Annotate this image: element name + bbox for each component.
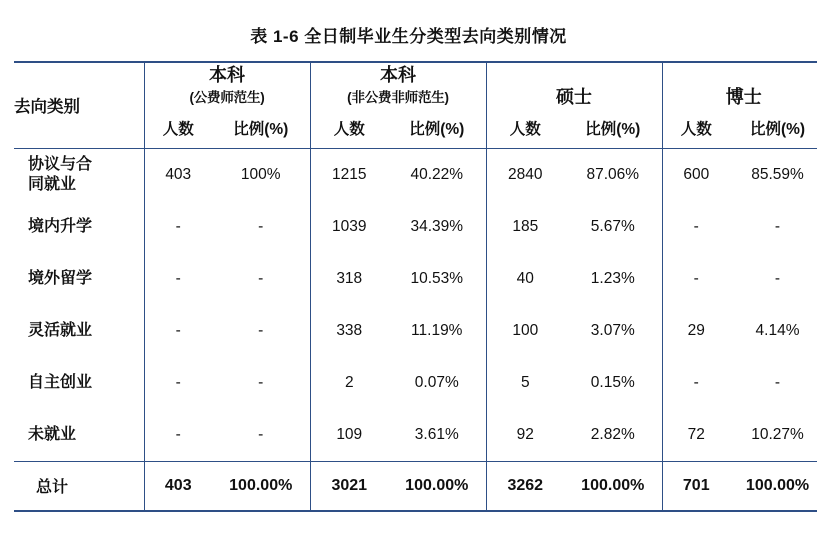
table-header xyxy=(14,62,817,148)
table-row xyxy=(14,357,817,409)
header-group-subtitle: (公费师范生) xyxy=(189,89,265,105)
cell-count: 92 xyxy=(486,409,564,462)
row-label: 境外留学 xyxy=(28,269,93,287)
total-ratio: 100.00% xyxy=(388,461,486,511)
cell-count: - xyxy=(662,201,730,253)
cell-count: - xyxy=(144,409,212,462)
subheader-ratio-1: 比例(%) xyxy=(233,120,289,138)
cell-ratio: 87.06% xyxy=(564,148,662,201)
cell-ratio: 34.39% xyxy=(410,217,464,235)
row-label: 未就业 xyxy=(28,425,77,443)
cell-count: 403 xyxy=(144,148,212,201)
header-group-title: 本科 xyxy=(209,65,245,86)
cell-ratio: 10.27% xyxy=(751,425,804,443)
cell-count: 72 xyxy=(662,409,730,462)
stub-header-label: 去向类别 xyxy=(14,62,144,148)
cell-count: - xyxy=(662,253,730,305)
subheader-ratio-3: 比例(%) xyxy=(585,120,641,138)
row-label: 境内升学 xyxy=(28,217,93,235)
cell-ratio: - xyxy=(258,425,264,443)
cell-count: 318 xyxy=(310,253,388,305)
cell-count: 338 xyxy=(310,305,388,357)
table-bottom-rule xyxy=(14,511,817,512)
subheader-count-1: 人数 xyxy=(144,108,212,149)
table-total-row xyxy=(14,461,817,511)
cell-count: - xyxy=(144,305,212,357)
row-label: 灵活就业 xyxy=(28,321,93,339)
cell-count: 40 xyxy=(486,253,564,305)
subheader-count-4: 人数 xyxy=(662,108,730,149)
cell-ratio: - xyxy=(258,269,264,287)
row-label: 自主创业 xyxy=(28,373,93,391)
cell-ratio: 5.67% xyxy=(590,217,635,235)
header-group-doctor xyxy=(662,62,817,108)
cell-ratio: 1.23% xyxy=(590,269,635,287)
cell-count: - xyxy=(144,201,212,253)
cell-count: 185 xyxy=(486,201,564,253)
total-ratio: 100.00% xyxy=(730,461,817,511)
header-group-subtitle: (非公费非师范生) xyxy=(347,89,449,105)
table-row xyxy=(14,253,817,305)
cell-ratio: 0.07% xyxy=(414,373,459,391)
subheader-count-3: 人数 xyxy=(486,108,564,149)
subheader-ratio-2: 比例(%) xyxy=(409,120,465,138)
graduate-destination-table xyxy=(14,61,817,512)
cell-ratio: - xyxy=(774,373,781,391)
cell-ratio: 40.22% xyxy=(388,148,486,201)
cell-ratio: - xyxy=(258,373,264,391)
total-row-label: 总计 xyxy=(14,461,144,511)
table-row xyxy=(14,305,817,357)
cell-ratio: - xyxy=(774,217,781,235)
cell-count: 100 xyxy=(486,305,564,357)
cell-count: - xyxy=(144,357,212,409)
cell-ratio: 10.53% xyxy=(410,269,464,287)
cell-count: 2 xyxy=(310,357,388,409)
cell-ratio: 2.82% xyxy=(590,425,635,443)
total-ratio: 100.00% xyxy=(212,461,310,511)
cell-count: - xyxy=(662,357,730,409)
header-group-row xyxy=(14,62,817,108)
header-group-title: 本科 xyxy=(380,65,416,86)
cell-ratio: 3.61% xyxy=(414,425,459,443)
cell-count: 1039 xyxy=(310,201,388,253)
cell-ratio: 100% xyxy=(212,148,310,201)
total-count: 403 xyxy=(144,461,212,511)
table-caption: 表 1-6 全日制毕业生分类型去向类别情况 xyxy=(250,27,567,46)
row-label-line-1: 协议与合 xyxy=(28,155,93,173)
cell-ratio: 0.15% xyxy=(590,373,635,391)
table-row xyxy=(14,148,817,201)
table-body xyxy=(14,148,817,512)
cell-count: - xyxy=(144,253,212,305)
cell-ratio: - xyxy=(258,217,264,235)
subheader-count-2: 人数 xyxy=(310,108,388,149)
cell-count: 600 xyxy=(662,148,730,201)
cell-ratio: - xyxy=(258,321,264,339)
cell-count: 109 xyxy=(310,409,388,462)
cell-count: 1215 xyxy=(310,148,388,201)
cell-ratio: 4.14% xyxy=(755,321,800,339)
header-group-master xyxy=(486,62,662,108)
cell-ratio: - xyxy=(774,269,781,287)
row-label-line-2: 同就业 xyxy=(28,175,77,193)
subheader-ratio-4: 比例(%) xyxy=(749,120,806,138)
header-group-undergrad-tuition-free xyxy=(144,62,310,108)
total-count: 701 xyxy=(662,461,730,511)
cell-ratio: 3.07% xyxy=(590,321,635,339)
cell-count: 29 xyxy=(662,305,730,357)
header-group-title: 硕士 xyxy=(556,87,593,107)
table-row xyxy=(14,409,817,462)
total-count: 3021 xyxy=(310,461,388,511)
total-ratio: 100.00% xyxy=(564,461,662,511)
cell-ratio: 85.59% xyxy=(730,148,817,201)
total-count: 3262 xyxy=(486,461,564,511)
table-row xyxy=(14,201,817,253)
header-group-undergrad-non-tuition-free xyxy=(310,62,486,108)
cell-ratio: 11.19% xyxy=(411,321,463,339)
header-group-title: 博士 xyxy=(725,87,762,107)
cell-count: 2840 xyxy=(486,148,564,201)
cell-count: 5 xyxy=(486,357,564,409)
row-label xyxy=(14,148,144,201)
